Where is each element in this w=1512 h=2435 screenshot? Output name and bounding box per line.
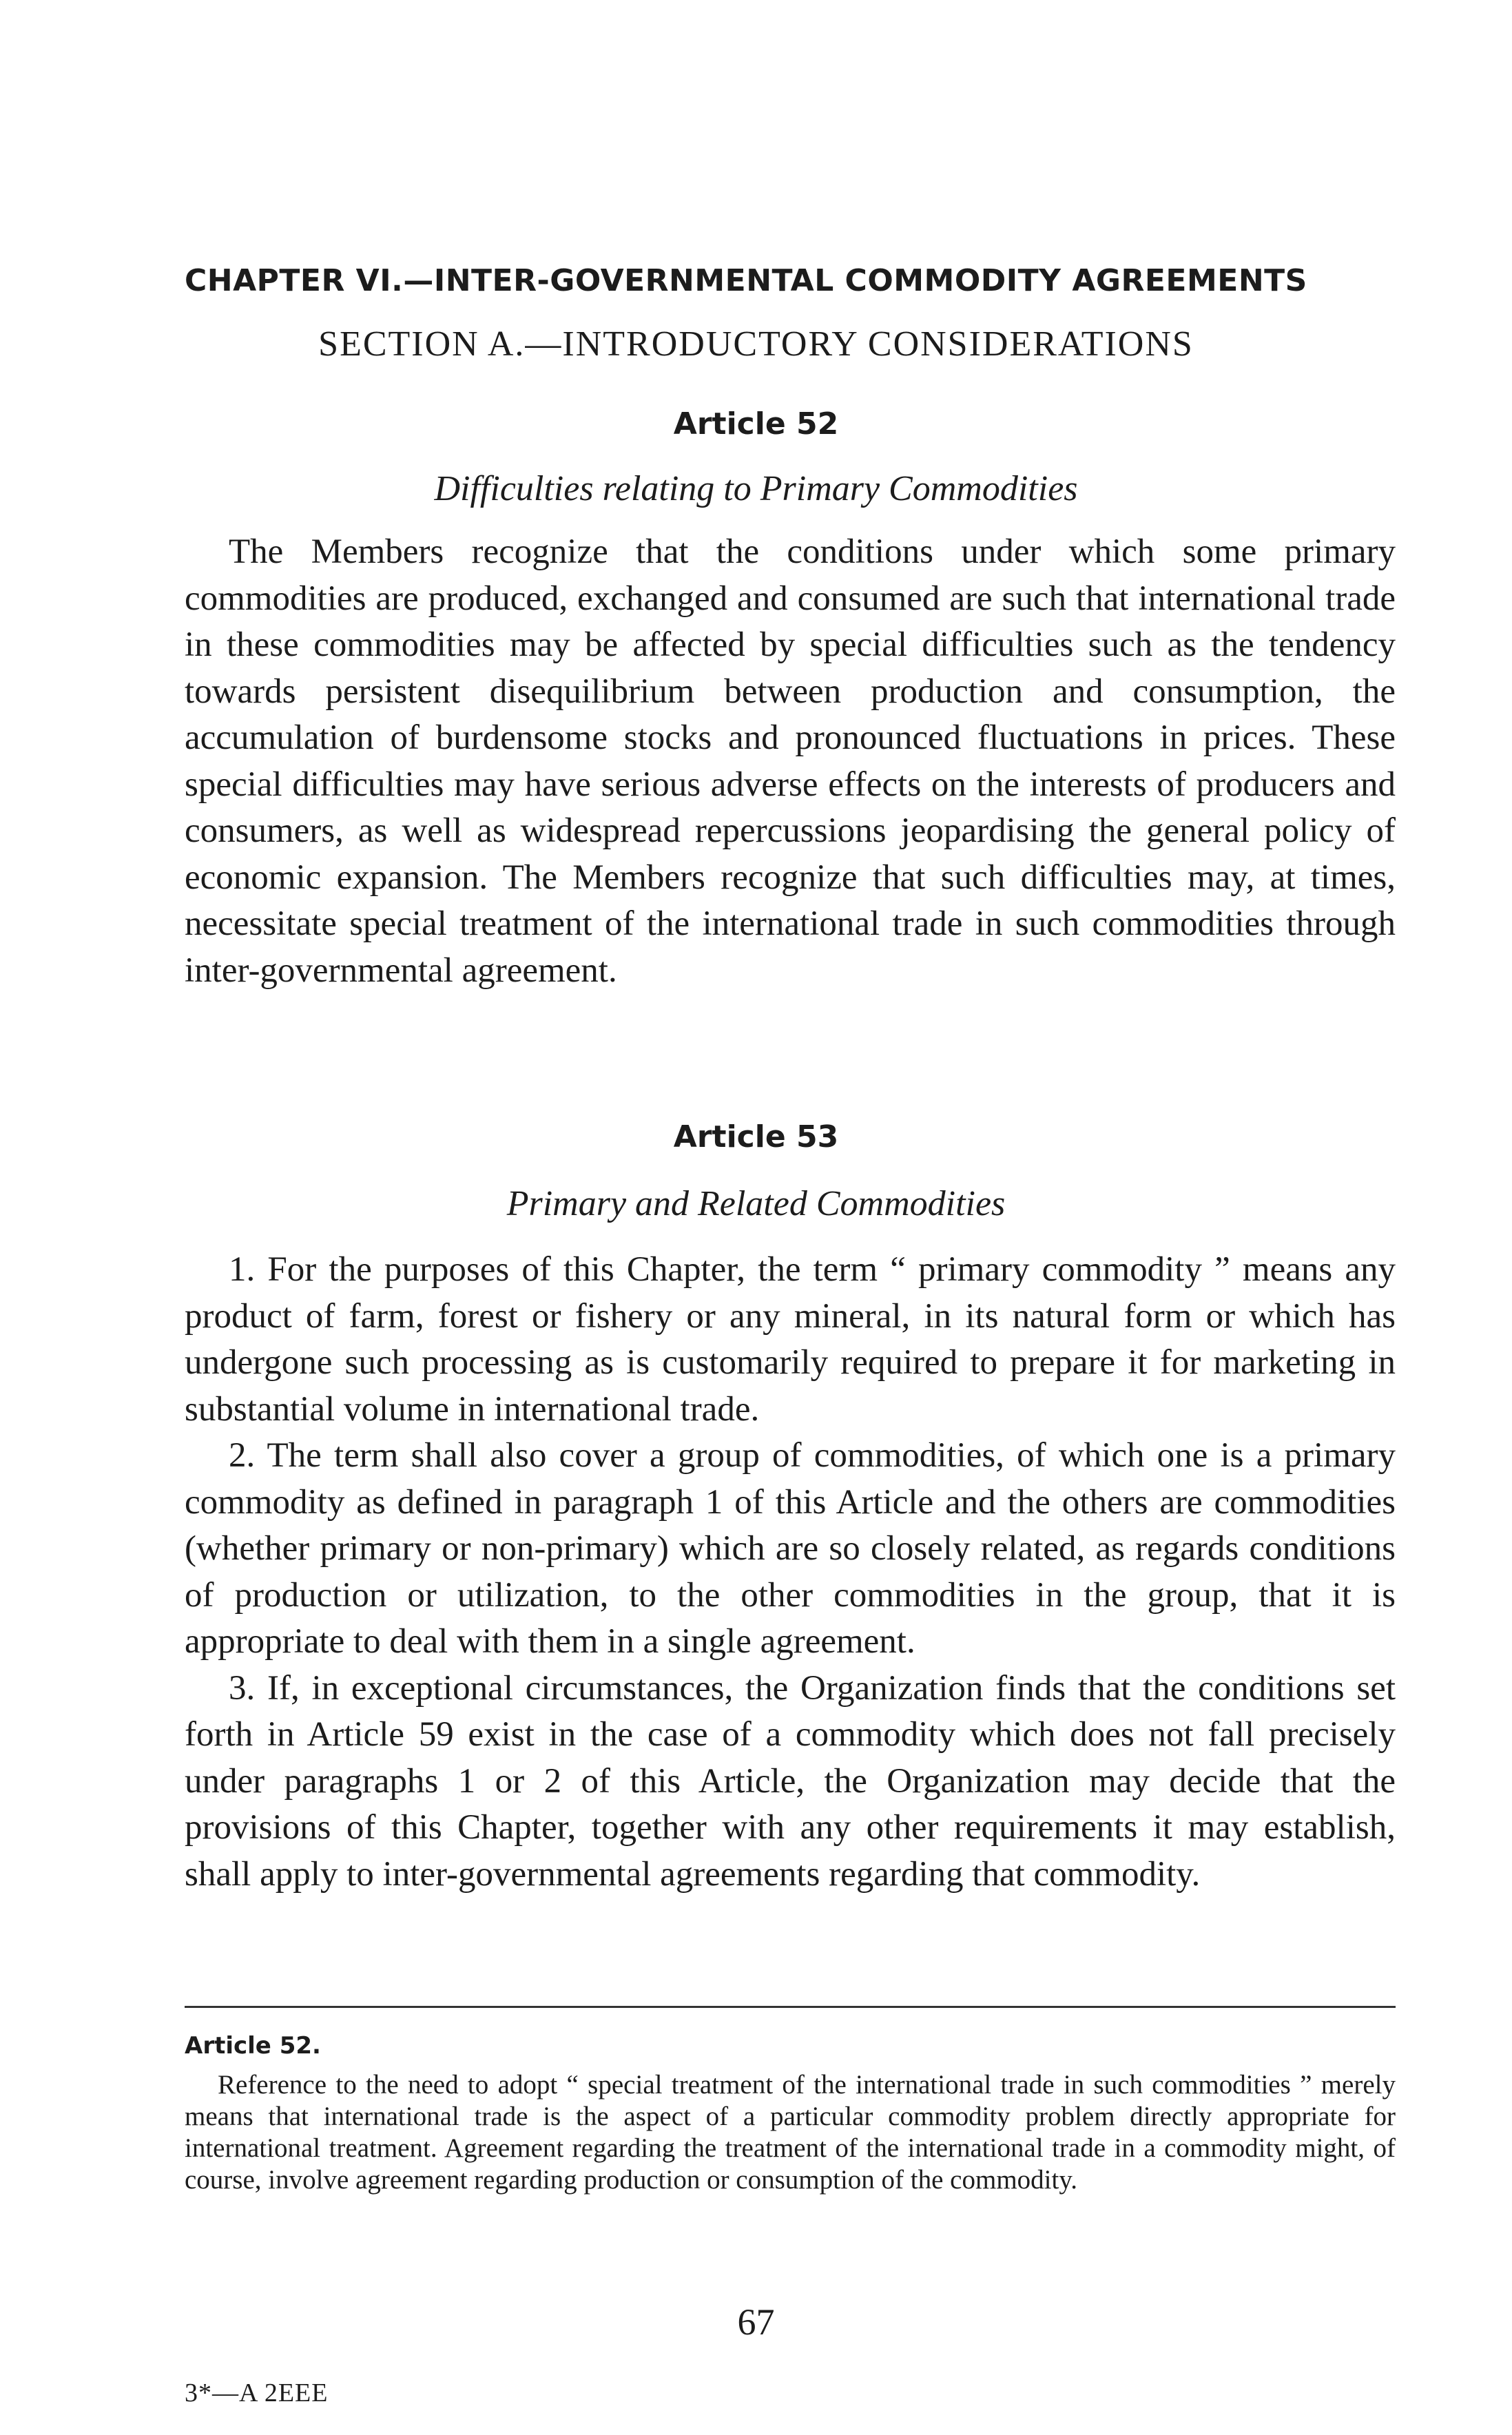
- printer-signature: 3*—A 2EEE: [185, 2379, 329, 2407]
- article-53-title: Article 53: [673, 1119, 839, 1154]
- article-53-paragraph-1: 1. For the purposes of this Chapter, the term “ primary commodity ” means any product of farm, forest or fishery or any mineral, in its natural form or which has undergone such processing as is customarily required to prepare it for marketing in substantial volume in international trade.: [185, 1250, 1396, 1429]
- article-53-paragraph-2: 2. The term shall also cover a group of commodities, of which one is a primary commodity as defined in paragraph 1 of this Article and the others are commodities (whether primary or non-primary) which are so closely related, as regards conditions of production or utilization, to the other commodities in the group, that it is appropriate to deal with them in a single agreement.: [185, 1436, 1396, 1661]
- footnote-title: Article 52.: [185, 2032, 321, 2060]
- section-heading: SECTION A.—INTRODUCTORY CONSIDERATIONS: [318, 324, 1194, 364]
- article-52-paragraph: The Members recognize that the conditions under which some primary commodities are produced, exchanged and consumed are such that international trade in these commodities may be affected by special difficulties such as the tendency towards persistent disequilibrium between production and consumption, the accumulation of burdensome stocks and pronounced fluctuations in prices. These special difficulties may have serious adverse effects on the interests of producers and consumers, as well as widespread repercussions jeopardising the general policy of economic expansion. The Members recognize that such difficulties may, at times, necessitate special treatment of the international trade in such commodities through inter-governmental agreement.: [185, 532, 1396, 990]
- article-53-subtitle: Primary and Related Commodities: [506, 1184, 1006, 1223]
- article-52-subtitle: Difficulties relating to Primary Commodities: [434, 469, 1078, 508]
- page-number: 67: [737, 2301, 775, 2343]
- article-53-body: [185, 1247, 1396, 1898]
- footnote-divider: [185, 2006, 1396, 2008]
- article-52-title: Article 52: [673, 406, 839, 442]
- article-52-body: [185, 529, 1396, 994]
- article-53-paragraph-3: 3. If, in exceptional circumstances, the Organization finds that the conditions set forth in Article 59 exist in the case of a commodity which does not fall precisely under paragraphs 1 or 2 of this Article, the Organization may decide that the provisions of this Chapter, together with any other requirements it may establish, shall apply to inter-governmental agreements regarding that commodity.: [185, 1668, 1396, 1894]
- chapter-heading: CHAPTER VI.—INTER-GOVERNMENTAL COMMODITY AGREEMENTS: [185, 263, 1307, 298]
- footnote-text: Reference to the need to adopt “ special treatment of the international trade in such commodities ” merely means that international trade is the aspect of a particular commodity problem directly appropriate for international treatment. Agreement regarding the treatment of the international trade in a commodity might, of course, involve agreement regarding production or consumption of the commodity.: [185, 2070, 1396, 2195]
